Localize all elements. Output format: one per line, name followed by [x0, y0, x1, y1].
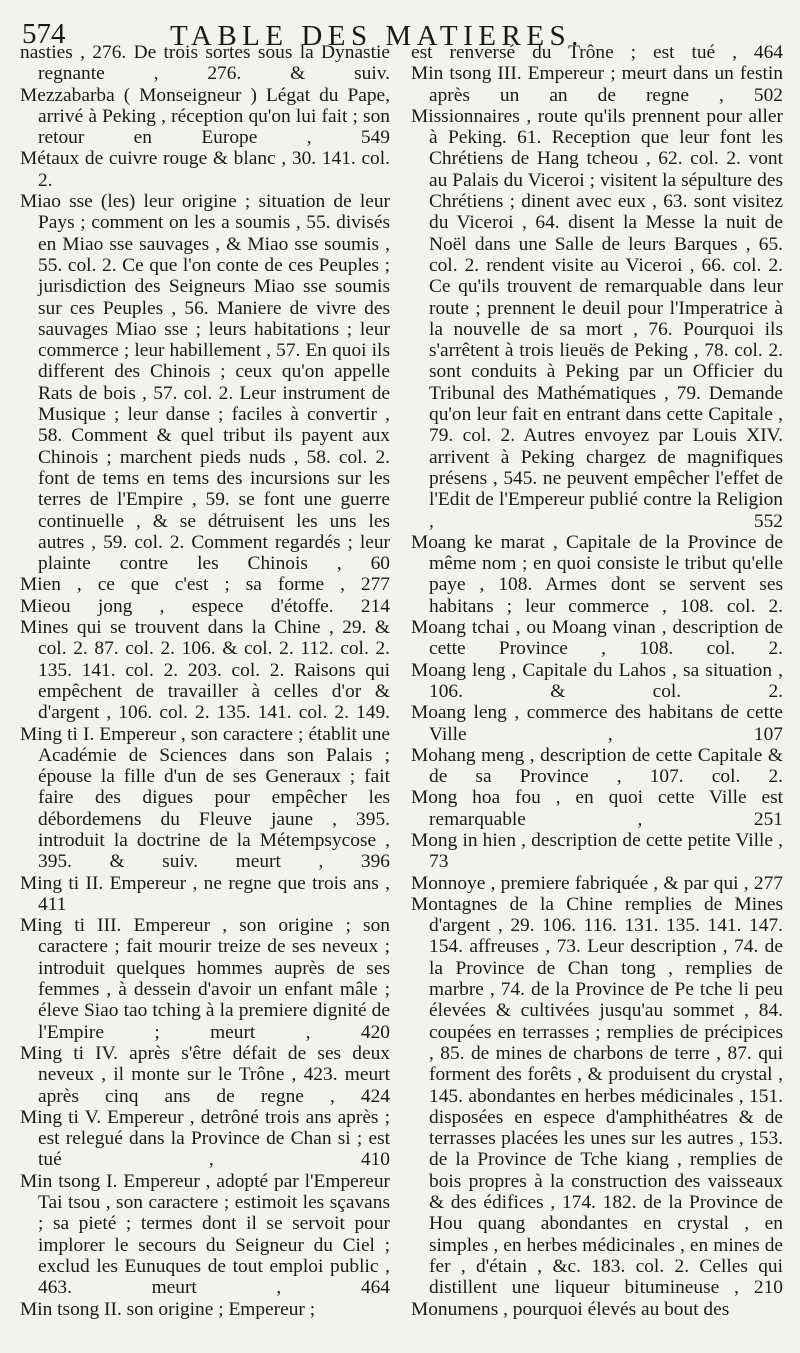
index-entry: Moang leng , Capitale du Lahos , sa situation , 106. & col. 2.: [411, 659, 783, 702]
index-entry: Monumens , pourquoi élevés au bout des: [411, 1298, 730, 1320]
index-entry: est renversé du Trône ; est tué , 464: [411, 42, 783, 63]
index-entry: Ming ti I. Empereur , son caractere ; établit une Académie de Sciences dans son Palais ; épouse la fille d'un de ses Generaux ; fait faire des digues pour empêcher les débordemens du Fleuve jaune , 395. introduit la doctrine de la Métempsycose , 395. & suiv. meurt , 396: [20, 723, 390, 873]
index-entry: Métaux de cuivre rouge & blanc , 30. 141. col. 2.: [20, 148, 390, 191]
index-entry: Mong in hien , description de cette petite Ville , 73: [411, 829, 783, 873]
index-entry: Mieou jong , espece d'étoffe. 214: [20, 595, 390, 617]
running-title: TABLE DES MATIERES.: [170, 20, 584, 52]
right-column: [411, 42, 783, 1320]
index-entry: Monnoye , premiere fabriquée , & par qui , 277: [411, 872, 783, 894]
index-entry: Moang leng , commerce des habitans de cette Ville , 107: [411, 702, 783, 745]
index-entry: Miao sse (les) leur origine ; situation de leur Pays ; comment on les a soumis , 55. divisés en Miao sse sauvages , & Miao sse soumis , 55. col. 2. Ce que l'on conte de ces Peuples ; jurisdiction des Seigneurs Miao sse soumis sur ces Peuples , 56. Maniere de vivre des sauvages Miao sse ; leurs habitations ; leur commerce ; leur habillement , 57. En quoi ils different des Chinois ; ceux qu'on appelle Rats de bois , 57. col. 2. Leur instrument de Musique ; leur danse ; faciles à convertir , 58. Comment & quel tribut ils payent aux Chinois ; marchent pieds nuds , 58. col. 2. font de tems en tems des incursions sur les terres de l'Empire , 59. se font une guerre continuelle , & se détruisent les uns les autres , 59. col. 2. Comment regardés ; leur plainte contre les Chinois , 60: [20, 191, 390, 575]
index-entry: Min tsong I. Empereur , adopté par l'Empereur Tai tsou , son caractere ; estimoit les sçavans ; sa pieté ; termes dont il se servoit pour implorer le secours du Seigneur du Ciel ; exclud les Eunuques de tout emploi public , 463. meurt , 464: [20, 1170, 390, 1299]
index-entry: Min tsong II. son origine ; Empereur ;: [20, 1298, 316, 1320]
index-entry: Min tsong III. Empereur ; meurt dans un festin après un an de regne , 502: [411, 63, 783, 106]
index-entry: Missionnaires , route qu'ils prennent pour aller à Peking. 61. Reception que leur font les Chrétiens de Hang tcheou , 62. col. 2. vont au Palais du Viceroi ; visitent la sépulture des Chrétiens ; dinent avec eux , 63. sont visitez du Viceroi , 64. disent la Messe la nuit de Noël dans une Salle de leurs Barques , 65. col. 2. rendent visite au Viceroi , 66. col. 2. Ce qu'ils trouvent de remarquable dans leur route ; prennent le deuil pour l'Imperatrice à la nouvelle de sa mort , 76. Pourquoi ils s'arrêtent à trois lieuës de Peking , 78. col. 2. sont conduits à Peking par un Officier du Tribunal des Mathématiques , 79. Demande qu'on leur fait en entrant dans cette Capitale , 79. col. 2. Autres envoyez par Louis XIV. arrivent à Peking chargez de magnifiques présens , 545. ne peuvent empêcher l'effet de l'Edit de l'Empereur publié contre la Religion , 552: [411, 105, 783, 532]
left-column: [20, 42, 390, 1320]
index-entry: Ming ti III. Empereur , son origine ; son caractere ; fait mourir treize de ses neveux ; introduit quelques hommes auprès de ses femmes , à dessein d'avoir un enfant mâle ; éleve Siao tao tching à la premiere dignité de l'Empire ; meurt , 420: [20, 915, 390, 1043]
index-entry: Mien , ce que c'est ; sa forme , 277: [20, 574, 390, 596]
index-entry: Mong hoa fou , en quoi cette Ville est remarquable , 251: [411, 787, 783, 830]
index-entry: Montagnes de la Chine remplies de Mines d'argent , 29. 106. 116. 131. 135. 141. 147. 154. affreuses , 73. Leur description , 74. de la Province de Chan tong , remplies de marbre , 74. de la Province de Pe tche li peu élevées & cultivées jusqu'au sommet , 84. coupées en terrasses ; remplies de précipices , 85. de mines de charbons de terre , 87. qui forment des forêts , & produisent du crystal , 145. abondantes en herbes médicinales , 151. disposées en espece d'amphithéatres & de terrasses placées les unes sur les autres , 153. de la Province de Tche kiang , remplies de bois propres à la construction des vaisseaux & des édifices , 174. 182. de la Province de Hou quang abondantes en crystal , en simples , en herbes médicinales , en mines de fer , d'étain , &c. 183. col. 2. Celles qui distillent une liqueur bitumineuse , 210: [411, 893, 783, 1299]
index-entry: Ming ti IV. après s'être défait de ses deux neveux , il monte sur le Trône , 423. meurt après cinq ans de regne , 424: [20, 1042, 390, 1107]
index-entry: Moang tchai , ou Moang vinan , description de cette Province , 108. col. 2.: [411, 617, 783, 660]
index-entry: Ming ti II. Empereur , ne regne que trois ans , 411: [20, 872, 390, 915]
index-entry: Ming ti V. Empereur , detrôné trois ans après ; est relegué dans la Province de Chan si ; est tué , 410: [20, 1106, 390, 1171]
index-entry: Mohang meng , description de cette Capitale & de sa Province , 107. col. 2.: [411, 744, 783, 788]
page-number: 574: [22, 18, 66, 50]
index-entry: nasties , 276. De trois sortes sous la Dynastie regnante , 276. & suiv.: [20, 42, 390, 85]
index-entry: Mezzabarba ( Monseigneur ) Légat du Pape, arrivé à Peking , réception qu'on lui fait ; son retour en Europe , 549: [20, 84, 390, 149]
index-entry: Moang ke marat , Capitale de la Province de même nom ; en quoi consiste le tribut qu'elle paye , 108. Armes dont se servent ses habitans ; leur commerce , 108. col. 2.: [411, 531, 783, 617]
index-entry: Mines qui se trouvent dans la Chine , 29. & col. 2. 87. col. 2. 106. & col. 2. 112. col. 2. 135. 141. col. 2. 203. col. 2. Raisons qui empêchent de travailler à celles d'or & d'argent , 106. col. 2. 135. 141. col. 2. 149.: [20, 617, 390, 724]
